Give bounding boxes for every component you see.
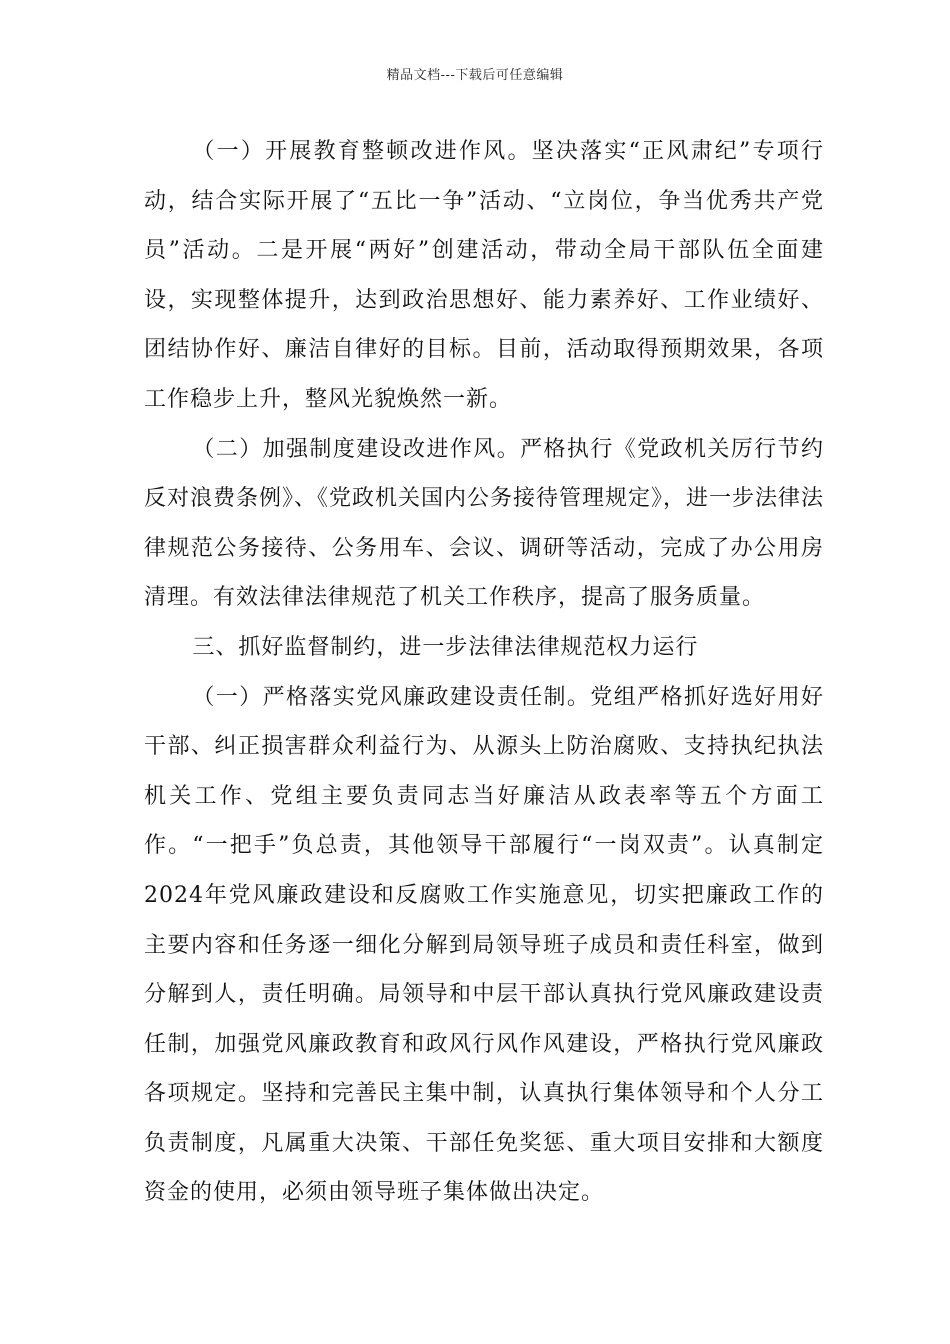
paragraph-responsibility-system: （一）严格落实党风廉政建设责任制。党组严格抓好选好用好干部、纠正损害群众利益行为、从源头上防治腐败、支持执纪执法机关工作、党组主要负责同志当好廉洁从政表率等五个方面工作。“一把手”负总责，其他领导干部履行“一岗双责”。认真制定2024年党风廉政建设和反腐败工作实施意见，切实把廉政工作的主要内容和任务逐一细化分解到局领导班子成员和责任科室，做到分解到人，责任明确。局领导和中层干部认真执行党风廉政建设责任制，加强党风廉政教育和政风行风作风建设，严格执行党风廉政各项规定。坚持和完善民主集中制，认真执行集体领导和个人分工负责制度，凡属重大决策、干部任免奖惩、重大项目安排和大额度资金的使用，必须由领导班子集体做出决定。 — [144, 684, 824, 1206]
paragraph-system-building: （二）加强制度建设改进作风。严格执行《党政机关厉行节约反对浪费条例》、《党政机关国内公务接待管理规定》，进一步法律法律规范公务接待、公务用车、会议、调研等活动，完成了办公用房清理。有效法律法律规范了机关工作秩序，提高了服务质量。 — [144, 436, 825, 611]
page-header: 精品文档---下载后可任意编辑 — [386, 68, 564, 83]
paragraph-education-rectification: （一）开展教育整顿改进作风。坚决落实“正风肃纪”专项行动，结合实际开展了“五比一争”活动、“立岗位，争当优秀共产党员”活动。二是开展“两好”创建活动，带动全局干部队伍全面建设，实现整体提升，达到政治思想好、能力素养好、工作业绩好、团结协作好、廉洁自律好的目标。目前，活动取得预期效果，各项工作稳步上升，整风光貌焕然一新。 — [144, 139, 824, 412]
section-heading-supervision: 三、抓好监督制约，进一步法律法律规范权力运行 — [192, 634, 699, 660]
document-body — [144, 127, 824, 1218]
